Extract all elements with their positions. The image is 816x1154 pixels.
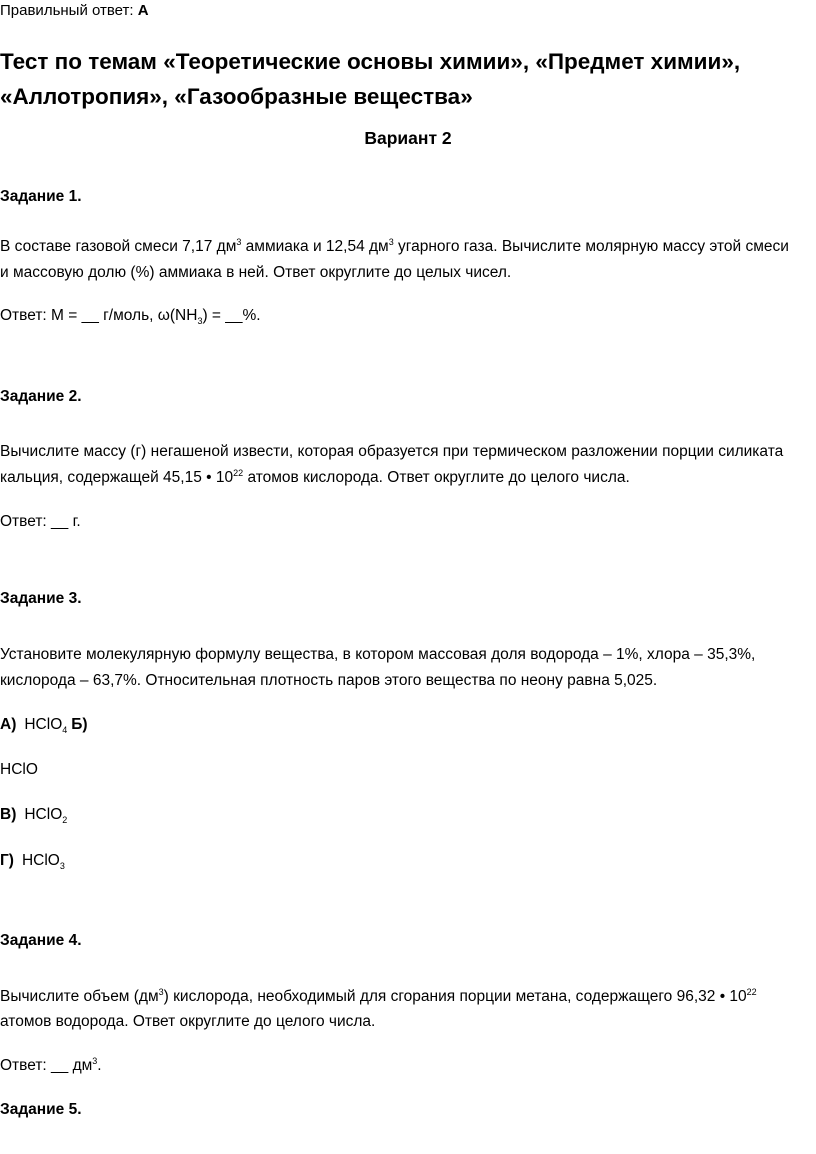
- task-1-answer-sub: 3: [197, 316, 203, 327]
- task-1-text-line-2: и массовую долю (%) аммиака в ней. Ответ округлите до целых чисел.: [0, 264, 512, 281]
- task-4-answer-sup: 3: [92, 1055, 98, 1066]
- test-title-line-1: Тест по темам «Теоретические основы химии», «Предмет химии»,: [0, 49, 741, 74]
- task-3-option-v-label: В): [0, 806, 17, 823]
- test-title: [0, 44, 810, 114]
- task-1-text-line-1: [0, 233, 789, 261]
- task-4-answer-b: .: [97, 1057, 102, 1074]
- task-3-option-g-label: Г): [0, 852, 14, 869]
- task-3-text-line-1: Установите молекулярную формулу вещества, в котором массовая доля водорода – 1%, хлора – 35,3%,: [0, 646, 756, 663]
- task-3-option-g: [0, 847, 65, 875]
- task-2-text-line-2: [0, 464, 630, 492]
- task-3-option-a-label: А): [0, 716, 17, 733]
- task-4-answer: [0, 1052, 102, 1080]
- task-1-answer: [0, 302, 261, 330]
- task-1-sup-1: 3: [236, 236, 242, 247]
- task-1-text-a: В составе газовой смеси 7,17 дм: [0, 238, 237, 255]
- correct-answer-line: [0, 2, 149, 19]
- correct-answer-label: Правильный ответ:: [0, 2, 134, 19]
- task-1-sup-2: 3: [388, 236, 394, 247]
- task-4-text-line-1: [0, 983, 757, 1011]
- task-2-heading: Задание 2.: [0, 388, 82, 405]
- task-4-text-b: ) кислорода, необходимый для сгорания порции метана, содержащего 96,32 • 10: [163, 988, 747, 1005]
- task-4-text-a: Вычислите объем (дм: [0, 988, 159, 1005]
- task-3-option-a-sub: 4: [62, 725, 68, 736]
- variant-heading: Вариант 2: [364, 128, 452, 148]
- task-1-answer-a: Ответ: M = __ г/моль, ω(NH: [0, 307, 198, 324]
- correct-answer-value: А: [137, 2, 149, 19]
- task-2-answer: Ответ: __ г.: [0, 513, 81, 530]
- task-3-option-g-text: HClO: [21, 852, 60, 869]
- task-3-option-v: [0, 801, 67, 829]
- test-title-line-2: «Аллотропия», «Газообразные вещества»: [0, 84, 473, 109]
- task-5-heading: Задание 5.: [0, 1101, 82, 1118]
- task-1-text-b: аммиака и 12,54 дм: [241, 238, 389, 255]
- task-3-text-line-2: кислорода – 63,7%. Относительная плотность паров этого вещества по неону равна 5,025.: [0, 672, 658, 689]
- task-1-answer-b: ) = __%.: [202, 307, 261, 324]
- task-3-option-g-sub: 3: [59, 861, 65, 872]
- task-4-answer-a: Ответ: __ дм: [0, 1057, 93, 1074]
- task-3-option-a: [0, 711, 88, 739]
- task-4-sup-1: 3: [158, 986, 164, 997]
- task-3-option-b-text: HClO: [0, 761, 38, 778]
- task-2-sup: 22: [233, 467, 244, 478]
- task-4-text-line-2: атомов водорода. Ответ округлите до целого числа.: [0, 1013, 376, 1030]
- task-4-heading: Задание 4.: [0, 932, 82, 949]
- task-3-option-v-sub: 2: [62, 815, 68, 826]
- task-2-text-b: атомов кислорода. Ответ округлите до целого числа.: [243, 469, 630, 486]
- task-4-sup-2: 22: [746, 986, 757, 997]
- task-2-text-a: кальция, содержащей 45,15 • 10: [0, 469, 234, 486]
- task-2-text-line-1: Вычислите массу (г) негашеной извести, которая образуется при термическом разложении порции силиката: [0, 443, 784, 460]
- task-3-option-b-label: Б): [71, 716, 88, 733]
- task-3-option-a-text: HClO: [24, 716, 63, 733]
- task-3-option-v-text: HClO: [24, 806, 63, 823]
- task-1-heading: Задание 1.: [0, 188, 82, 205]
- task-3-heading: Задание 3.: [0, 590, 82, 607]
- task-1-text-c: угарного газа. Вычислите молярную массу этой смеси: [393, 238, 789, 255]
